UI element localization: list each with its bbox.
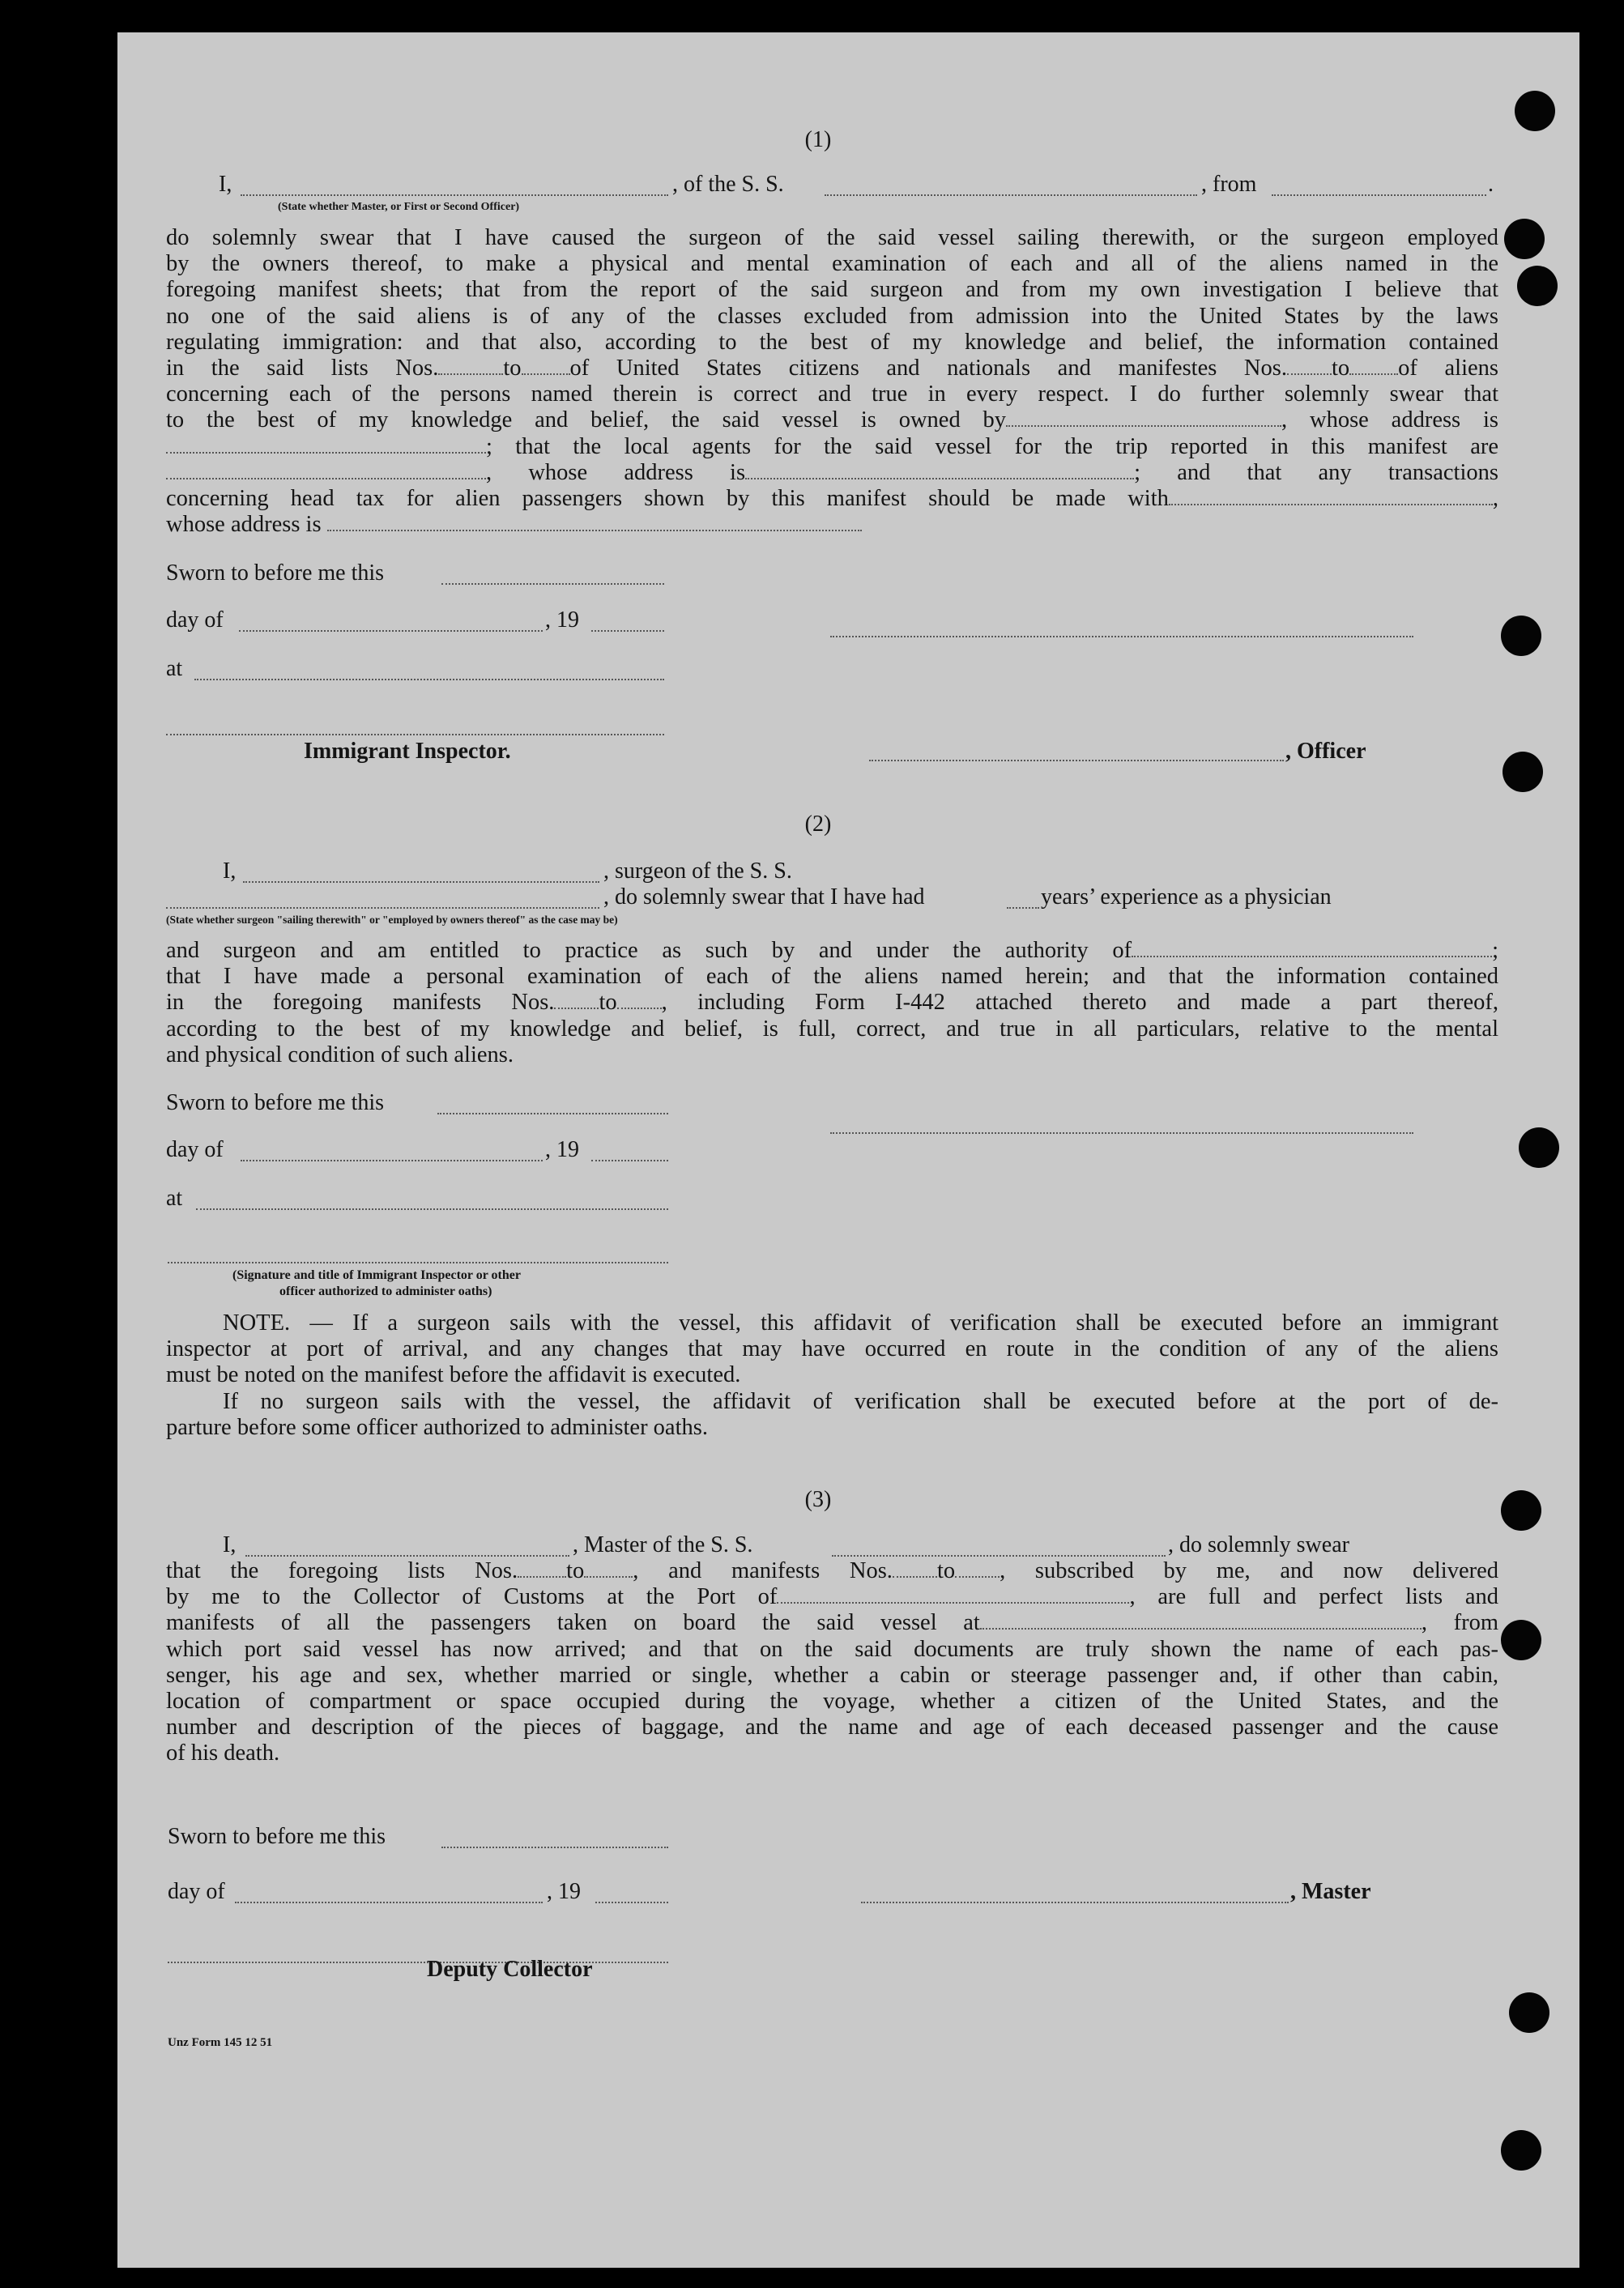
s3-day-field[interactable] [235, 1902, 543, 1903]
s1-from-field[interactable] [1272, 194, 1486, 196]
s3-master-name-field[interactable] [245, 1555, 569, 1557]
s2-years-field[interactable] [1007, 907, 1039, 909]
punch-hole [1504, 219, 1545, 259]
s3-sworn-field[interactable] [441, 1847, 668, 1848]
s2-swear-label: , do solemnly swear that I have had [603, 884, 925, 910]
s2-sworn-field[interactable] [437, 1113, 668, 1114]
s1-sworn-label: Sworn to before me this [166, 560, 385, 586]
s2-year-field[interactable] [591, 1160, 668, 1161]
s2-inspector-signature-line[interactable] [168, 1262, 668, 1263]
s2-signature-note-2: officer authorized to administer oaths) [279, 1285, 492, 1298]
s1-inspector-label: Immigrant Inspector. [304, 739, 511, 764]
s2-at-label: at [166, 1186, 183, 1211]
s1-officer-note: (State whether Master, or First or Second Officer) [278, 201, 520, 213]
s1-vessel-name-field[interactable] [825, 194, 1197, 196]
s3-year-field[interactable] [595, 1902, 668, 1903]
s2-surgeon-of-label: , surgeon of the S. S. [603, 859, 792, 884]
s3-oath-paragraph: that the foregoing lists Nos. to , and manifests Nos. to , subscribed by me, and now delivered by me to the Collector of Customs at the Port of , are full and perfect lists and manifests of all the passengers taken on board the said vessel at , from which port said vessel has now arrived; and that on the said documents are truly shown the name of each pas- senger, his age and sex, whether married or single, whether a cabin or steerage passenger and, if other than cabin, location of compartment or space occupied during the voyage, whether a citizen of the United States, and the number and description of the pieces of baggage, and the name and age of each deceased passenger and the cause of his death. [166, 1558, 1498, 1766]
s2-day-field[interactable] [241, 1160, 543, 1161]
form-number: Unz Form 145 12 51 [168, 2036, 273, 2049]
s3-master-signature-line[interactable] [861, 1902, 1289, 1903]
s1-officer-name-field[interactable] [241, 194, 668, 196]
s2-i-label: I, [223, 859, 237, 884]
s1-of-ss-label: , of the S. S. [672, 172, 784, 197]
s2-surgeon-note: (State whether surgeon "sailing therewith" or "employed by owners thereof" as the case may be) [166, 914, 618, 926]
punch-hole [1519, 1127, 1559, 1168]
section-3-number: (3) [804, 1487, 832, 1512]
s1-oath-paragraph: do solemnly swear that I have caused the surgeon of the said vessel sailing therewith, or the surgeon employed by the owners thereof, to make a physical and mental examination of each and all of the aliens named in the foregoing manifest sheets; that from the report of the said surgeon and from my own investigation I believe that no one of the said aliens is of any of the classes excluded from admission into the United States by the laws regulating immigration: and that also, according to the best of my knowledge and belief, the information contained in the said lists Nos. to of United States citizens and nationals and manifestes Nos. to of aliens concerning each of the persons named therein is correct and true in every respect. I do further solemnly swear that to the best of my knowledge and belief, the said vessel is owned by , whose address is ; that the local agents for the said vessel for the trip reported in this manifest are , whose address is ; and that any transactions concerning head tax for alien passengers shown by this manifest should be made with , whose address is [166, 225, 1498, 538]
s3-sworn-label: Sworn to before me this [168, 1824, 386, 1849]
s2-sworn-label: Sworn to before me this [166, 1090, 385, 1115]
s2-surgeon-signature-line[interactable] [830, 1132, 1413, 1134]
punch-hole [1517, 266, 1558, 306]
s1-day-field[interactable] [239, 630, 543, 632]
verification-note: NOTE. — If a surgeon sails with the vessel, this affidavit of verification shall be executed before an immigrant inspector at port of arrival, and any changes that may have occurred en route in the condition of any of the aliens must be noted on the manifest before the affidavit is executed. If no surgeon sails with the vessel, the affidavit of verification shall be executed before at the port of de- parture before some officer authorized to administer oaths. [166, 1310, 1498, 1440]
s1-at-field[interactable] [194, 679, 664, 680]
punch-hole [1509, 1992, 1549, 2033]
s1-inspector-signature-line[interactable] [166, 734, 664, 735]
punch-hole [1501, 616, 1541, 656]
s2-at-field[interactable] [196, 1208, 668, 1210]
punch-hole [1501, 1620, 1541, 1660]
document-page [117, 32, 1579, 2268]
s2-surgeon-name-field[interactable] [243, 881, 599, 883]
s3-year-label: , 19 [547, 1879, 581, 1904]
s1-master-signature-line[interactable] [830, 636, 1413, 637]
s1-officer-signature-line[interactable] [869, 760, 1284, 761]
s1-year-label: , 19 [545, 607, 579, 633]
s1-at-label: at [166, 656, 183, 681]
punch-hole [1501, 2130, 1541, 2171]
s2-signature-note-1: (Signature and title of Immigrant Inspector or other [232, 1268, 521, 1282]
s1-i-label: I, [219, 172, 232, 197]
s3-master-label: , Master [1290, 1879, 1371, 1904]
s2-physician-label: years’ experience as a physician [1041, 884, 1332, 910]
s3-swear-label: , do solemnly swear [1168, 1532, 1349, 1557]
s1-from-label: , from [1201, 172, 1257, 197]
s2-oath-paragraph: and surgeon and am entitled to practice as such by and under the authority of ; that I have made a personal examination of each of the aliens named herein; and that the information contained in the foregoing manifests Nos. to , including Form I-442 attached thereto and made a part thereof, according to the best of my knowledge and belief, is full, correct, and true in all particulars, relative to the mental and physical condition of such aliens. [166, 938, 1498, 1067]
s3-i-label: I, [223, 1532, 237, 1557]
s2-year-label: , 19 [545, 1137, 579, 1162]
punch-hole [1503, 752, 1543, 792]
s1-year-field[interactable] [591, 630, 664, 632]
section-2-number: (2) [804, 812, 832, 837]
s1-period: . [1488, 172, 1494, 197]
s1-dayof-label: day of [166, 607, 224, 633]
s1-sworn-field[interactable] [441, 583, 664, 585]
s3-deputy-signature-line[interactable] [168, 1962, 668, 1963]
s2-dayof-label: day of [166, 1137, 224, 1162]
punch-hole [1501, 1490, 1541, 1531]
s2-surgeon-type-field[interactable] [166, 907, 599, 909]
s3-vessel-name-field[interactable] [832, 1555, 1166, 1557]
s3-master-of-label: , Master of the S. S. [573, 1532, 753, 1557]
section-1-number: (1) [804, 127, 832, 152]
s1-officer-label: , Officer [1285, 739, 1366, 764]
punch-hole [1515, 91, 1555, 131]
s3-dayof-label: day of [168, 1879, 225, 1904]
s3-deputy-collector-label: Deputy Collector [427, 1957, 593, 1982]
